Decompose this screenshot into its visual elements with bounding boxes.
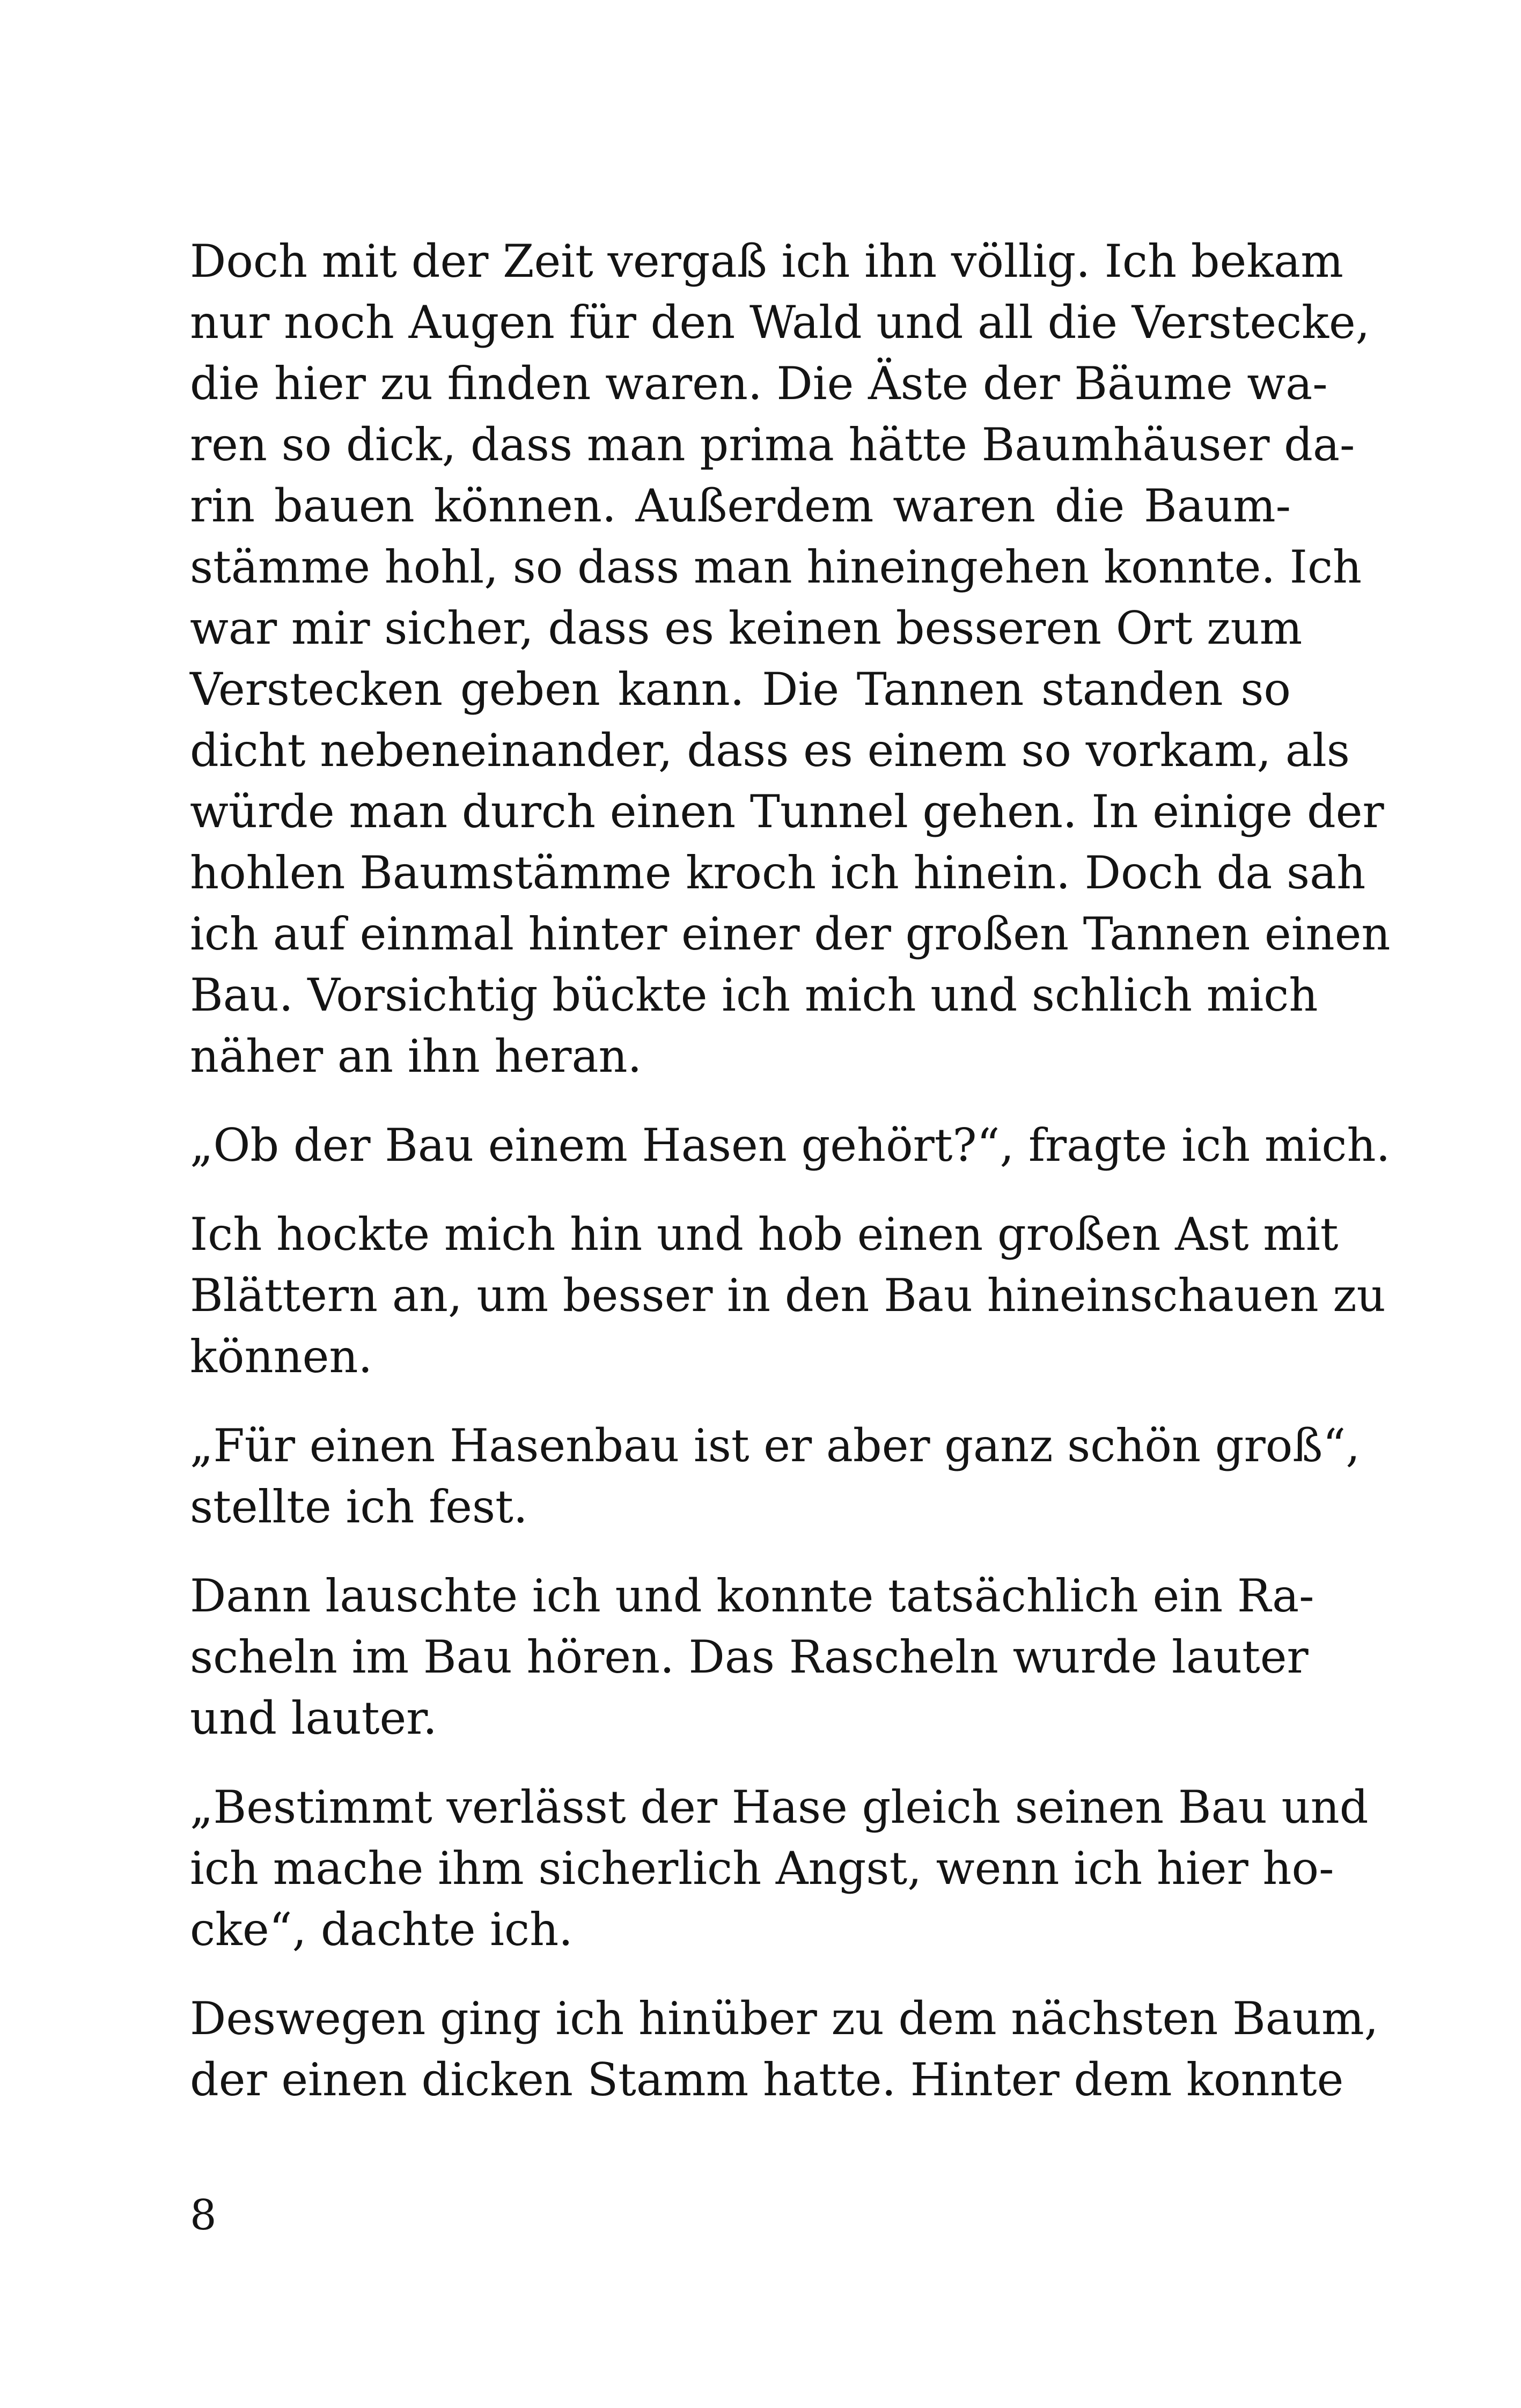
text-line: Doch mit der Zeit vergaß ich ihn völlig. Ich bekam [190, 235, 1343, 288]
paragraph-3 [190, 1204, 1386, 1387]
text-line: rin bauen können. Außerdem waren die Baum- [190, 480, 1291, 532]
text-line: Blättern an, um besser in den Bau hineinschauen zu [190, 1269, 1386, 1322]
text-line: näher an ihn heran. [190, 1030, 642, 1083]
text-line: ich auf einmal hinter einer der großen Tannen einen [190, 908, 1391, 960]
text-line: stellte ich fest. [190, 1481, 528, 1533]
text-line: war mir sicher, dass es keinen besseren Ort zum [190, 602, 1303, 654]
text-line: und lauter. [190, 1692, 437, 1744]
text-line: können. [190, 1330, 373, 1383]
text-line: dicht nebeneinander, dass es einem so vorkam, als [190, 724, 1350, 777]
paragraph-4 [190, 1415, 1361, 1537]
paragraph-6 [190, 1777, 1369, 1960]
text-line: „Für einen Hasenbau ist er aber ganz schön groß“, [190, 1419, 1361, 1472]
text-line: „Ob der Bau einem Hasen gehört?“, fragte ich mich. [190, 1119, 1391, 1172]
text-line: Dann lauschte ich und konnte tatsächlich ein Ra- [190, 1570, 1314, 1622]
paragraph-1 [190, 231, 1391, 1087]
text-line: stämme hohl, so dass man hineingehen konnte. Ich [190, 541, 1362, 593]
body-text [190, 231, 1391, 2138]
text-line: würde man durch einen Tunnel gehen. In einige der [190, 785, 1384, 838]
text-line: scheln im Bau hören. Das Rascheln wurde lauter [190, 1631, 1309, 1683]
page-number: 8 [190, 2191, 217, 2240]
paragraph-7 [190, 1988, 1379, 2110]
text-line: der einen dicken Stamm hatte. Hinter dem konnte [190, 2053, 1344, 2106]
text-line: Bau. Vorsichtig bückte ich mich und schlich mich [190, 969, 1318, 1021]
text-line: die hier zu finden waren. Die Äste der Bäume wa- [190, 357, 1328, 410]
text-line: Ich hockte mich hin und hob einen großen Ast mit [190, 1208, 1339, 1261]
text-line: hohlen Baumstämme kroch ich hinein. Doch da sah [190, 846, 1366, 899]
text-line: ren so dick, dass man prima hätte Baumhäuser da- [190, 418, 1355, 471]
paragraph-5 [190, 1565, 1314, 1749]
text-line: cke“, dachte ich. [190, 1903, 573, 1956]
text-line: Verstecken geben kann. Die Tannen standen so [190, 663, 1291, 716]
text-line: nur noch Augen für den Wald und all die Verstecke, [190, 296, 1370, 349]
text-line: ich mache ihm sicherlich Angst, wenn ich hier ho- [190, 1842, 1334, 1895]
text-line: „Bestimmt verlässt der Hase gleich seinen Bau und [190, 1781, 1369, 1833]
text-line: Deswegen ging ich hinüber zu dem nächsten Baum, [190, 1992, 1379, 2045]
paragraph-2 [190, 1115, 1391, 1176]
